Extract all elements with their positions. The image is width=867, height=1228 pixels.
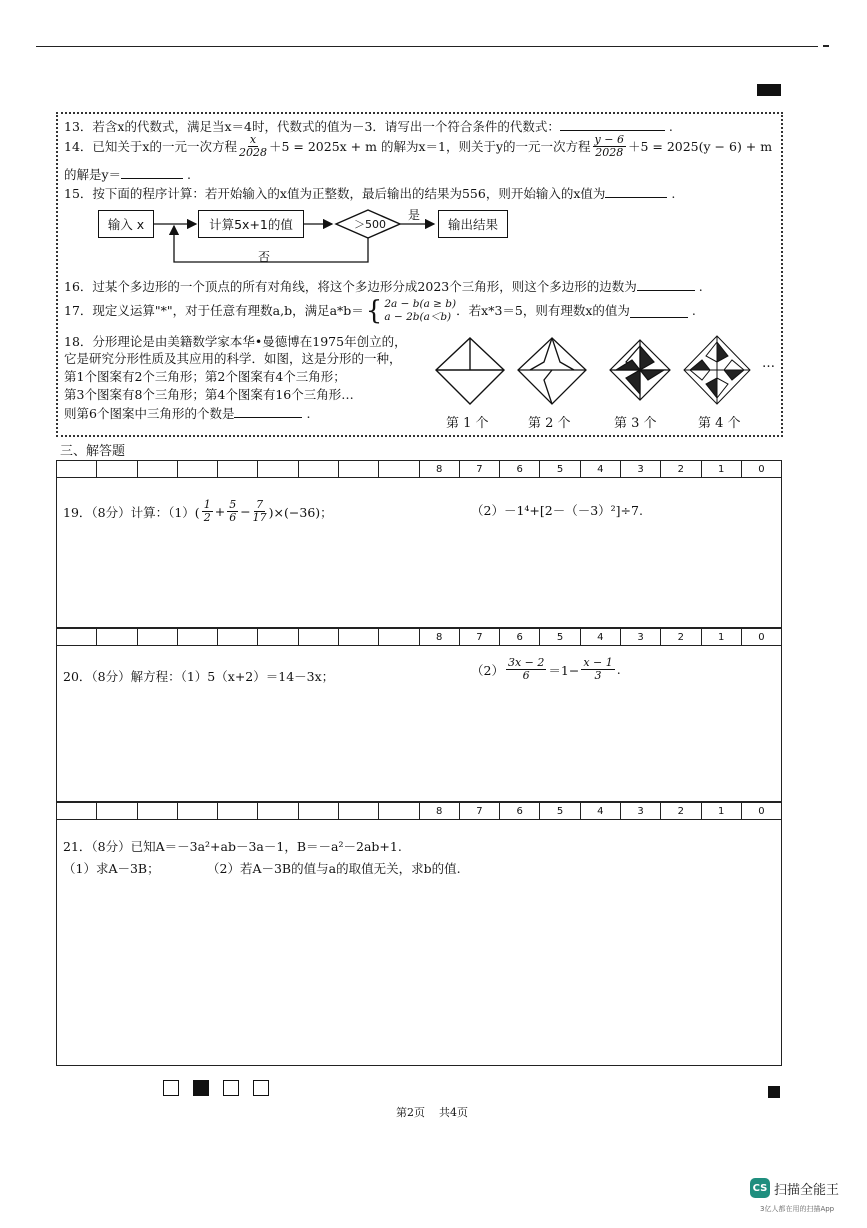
score-cell[interactable] [97,629,137,645]
score-cell[interactable]: 1 [702,803,742,819]
score-cell[interactable]: 0 [758,805,765,817]
q19-part2: （2）－1⁴+[2－（－3）²]÷7. [471,503,643,518]
alignment-square-3 [223,1080,239,1096]
q14-f1-den: 2028 [238,146,267,159]
flow-compute-box: 计算5x+1的值 [198,210,304,238]
q20-mid: ＝1− [548,662,580,678]
score-cell[interactable]: 4 [581,629,621,645]
q17-brace: { [365,296,383,326]
q20-f1-num: 3x − 2 [507,656,545,669]
q14-text-d: 的解是y＝ [64,167,122,182]
q16-blank[interactable] [637,278,695,291]
score-cell[interactable] [178,803,218,819]
q21-part1: （1）求A－3B； [63,861,160,876]
flow-yes-label: 是 [408,208,421,222]
score-cell[interactable] [339,461,379,477]
q19-minus: − [240,504,251,519]
score-cell[interactable] [379,629,419,645]
alignment-square-4 [253,1080,269,1096]
score-cell[interactable]: 1 [702,461,742,477]
score-cell[interactable]: 3 [621,803,661,819]
q14-text-c: ＋5 = 2025(y − 6) + m [627,138,773,154]
score-cell[interactable] [339,803,379,819]
answer-box-21 [56,802,782,1066]
q20-f2-den: 3 [594,669,602,682]
q19-f3-den: 17 [252,511,267,524]
page-footer [396,1104,468,1120]
score-cell[interactable]: 4 [581,803,621,819]
alignment-square-2 [193,1080,209,1096]
q20-frac-2 [581,657,614,682]
q21-line1: 21．（8分）已知A＝－3a²+ab－3a－1，B＝－a²－2ab+1. [63,839,402,854]
q19-tail: )×(−36)； [268,504,333,520]
score-cell[interactable] [138,803,178,819]
score-cell[interactable]: 4 [581,461,621,477]
score-cell[interactable]: 3 [621,461,661,477]
score-cell[interactable] [97,803,137,819]
score-cell[interactable] [97,461,137,477]
q13-blank[interactable] [560,118,665,131]
q17-case-1: 2a − b(a ≥ b) [384,298,457,310]
question-18-line4: 第3个图案有8个三角形；第4个图案有16个三角形… [64,387,354,402]
q20-f1-den: 6 [522,669,530,682]
question-18-line1: 18．分形理论是由美籍数学家本华•曼德博在1975年创立的， [64,334,407,349]
question-18-line2: 它是研究分形性质及其应用的科学．如图，这是分形的一种， [64,351,402,366]
q16-text: 16．过某个多边形的一个顶点的所有对角线，将这个多边形分成2023个三角形，则这个多边形的边数为 [64,279,637,294]
q19-f3-num: 7 [256,498,264,511]
score-cell[interactable] [258,461,298,477]
score-cell[interactable]: 6 [500,629,540,645]
score-cell[interactable] [57,803,97,819]
q21-part2: （2）若A－3B的值与a的取值无关，求b的值. [207,861,461,876]
score-cell[interactable] [299,461,339,477]
flow-no-label: 否 [258,250,271,264]
score-cell[interactable] [178,629,218,645]
q19-part1 [63,499,333,524]
score-cell[interactable] [379,461,419,477]
top-rule [36,46,818,47]
score-cell[interactable]: 2 [661,629,701,645]
q14-fraction-2 [593,134,626,159]
score-cell[interactable]: 6 [500,803,540,819]
q17-blank[interactable] [630,305,688,318]
section-title: 三、解答题 [60,444,126,459]
q17-text-b: ．若x*3＝5，则有理数x的值为 [456,303,630,318]
q20-end: . [616,662,621,677]
flowchart [96,204,526,268]
q14-text-a: 14．已知关于x的一元一次方程 [64,138,237,154]
score-cell[interactable]: 6 [500,461,540,477]
fig-label-2: 第 2 个 [528,416,571,431]
question-16: 16．过某个多边形的一个顶点的所有对角线，将这个多边形分成2023个三角形，则这个多边形的边数为 . [64,279,703,294]
score-cell[interactable] [57,461,97,477]
q20-part1: 20．（8分）解方程：（1）5（x+2）＝14－3x； [63,669,335,684]
q17-cases [384,298,456,324]
q15-blank[interactable] [605,185,667,198]
question-14-answer: 的解是y＝ . [64,167,192,182]
q17-case-2: a − 2b(a＜b) [384,311,452,323]
q15-text: 15．按下面的程序计算：若开始输入的x值为正整数，最后输出的结果为556，则开始输入的x值为 [64,186,606,201]
flow-output-box: 输出结果 [438,210,508,238]
question-13: 13．若含x的代数式，满足当x＝4时，代数式的值为－3．请写出一个符合条件的代数式： . [64,119,673,134]
corner-marker-bottom [768,1086,780,1098]
camscanner-logo-icon: CS [750,1178,770,1198]
page-number: 第2页 [396,1106,425,1119]
score-cell[interactable] [218,629,258,645]
q20-f2-num: x − 1 [583,656,613,669]
score-cell[interactable]: 2 [661,803,701,819]
fractal-figure-3 [610,340,670,400]
flow-compare-label: ＞500 [354,218,386,231]
corner-marker [757,84,781,96]
answer-box-19 [56,460,782,628]
q20-part2 [471,657,621,682]
score-cell[interactable]: 7 [460,803,500,819]
score-cell[interactable]: 2 [661,461,701,477]
q18-text-5: 则第6个图案中三角形的个数是 [64,406,235,421]
question-14 [64,134,772,159]
score-cell[interactable]: 3 [621,629,661,645]
q19-frac-3 [253,499,267,524]
q19-frac-2 [227,499,238,524]
score-cell[interactable] [258,803,298,819]
flow-input-box: 输入 x [98,210,154,238]
score-cell[interactable] [339,629,379,645]
score-row-21 [57,803,781,820]
q14-f2-num: y − 6 [594,133,624,146]
question-18-line3: 第1个图案有2个三角形；第2个图案有4个三角形； [64,369,346,384]
question-18-line5: 则第6个图案中三角形的个数是 . [64,406,311,421]
score-cell[interactable]: 7 [460,629,500,645]
q17-text-a: 17．现定义运算"*"，对于任意有理数a,b，满足a*b＝ [64,303,364,318]
fig-label-4: 第 4 个 [698,416,741,431]
score-row-20 [57,629,781,646]
score-cell[interactable]: 8 [420,629,460,645]
fig-label-1: 第 1 个 [446,416,489,431]
brand-name: 扫描全能王 [774,1182,840,1198]
q13-text: 13．若含x的代数式，满足当x＝4时，代数式的值为－3．请写出一个符合条件的代数式： [64,119,560,134]
score-cell[interactable]: 0 [758,631,765,643]
score-cell[interactable]: 8 [420,803,460,819]
brand-tagline: 3亿人都在用的扫描App [760,1205,835,1213]
q14-blank[interactable] [121,166,183,179]
q14-text-b: ＋5 = 2025x + m 的解为x＝1，则关于y的一元一次方程 [268,138,591,154]
score-cell[interactable] [218,803,258,819]
q19-frac-1 [202,499,213,524]
score-cell[interactable] [258,629,298,645]
score-cell[interactable] [299,803,339,819]
scanner-brand [750,1178,839,1198]
score-cell[interactable]: 1 [702,629,742,645]
fractal-figure-2 [518,338,586,404]
q19-f1-den: 2 [203,511,211,524]
top-rule-dash [823,45,829,47]
score-cell[interactable] [299,629,339,645]
score-cell[interactable]: 0 [758,463,765,475]
score-cell[interactable] [178,461,218,477]
fractal-figure-4 [684,336,750,404]
score-row-19 [57,461,781,478]
q19-f2-num: 5 [229,498,237,511]
q20-p2-label: （2） [471,662,504,678]
q19-label: 19．（8分）计算：（1）( [63,504,200,520]
question-17: 17．现定义运算"*"，对于任意有理数a,b，满足a*b＝ { 2a − b(a ≥ b) a − 2b(a＜b) ．若x*3＝5，则有理数x的值为 . [64,296,696,326]
q14-f1-num: x [249,133,257,146]
fractal-figures [432,332,772,412]
q18-blank[interactable] [234,405,302,418]
score-cell[interactable]: 5 [540,461,580,477]
q14-f2-den: 2028 [595,146,624,159]
q14-fraction-1 [239,134,267,159]
score-cell[interactable] [379,803,419,819]
score-cell[interactable]: 5 [540,803,580,819]
alignment-square-1 [163,1080,179,1096]
score-cell[interactable]: 5 [540,629,580,645]
q19-plus: + [214,504,226,519]
score-cell[interactable] [57,629,97,645]
score-cell[interactable]: 8 [420,461,460,477]
score-cell[interactable] [138,461,178,477]
fractal-figure-1 [436,338,504,404]
q19-f2-den: 6 [229,511,237,524]
q20-frac-1 [506,657,546,682]
answer-box-20 [56,628,782,802]
score-cell[interactable] [218,461,258,477]
page-total: 共4页 [439,1106,468,1119]
score-cell[interactable]: 7 [460,461,500,477]
fig-label-3: 第 3 个 [614,416,657,431]
score-cell[interactable] [138,629,178,645]
q19-f1-num: 1 [203,498,211,511]
question-15: 15．按下面的程序计算：若开始输入的x值为正整数，最后输出的结果为556，则开始输入的x值为 . [64,186,676,201]
fractal-ellipsis: … [762,356,775,371]
